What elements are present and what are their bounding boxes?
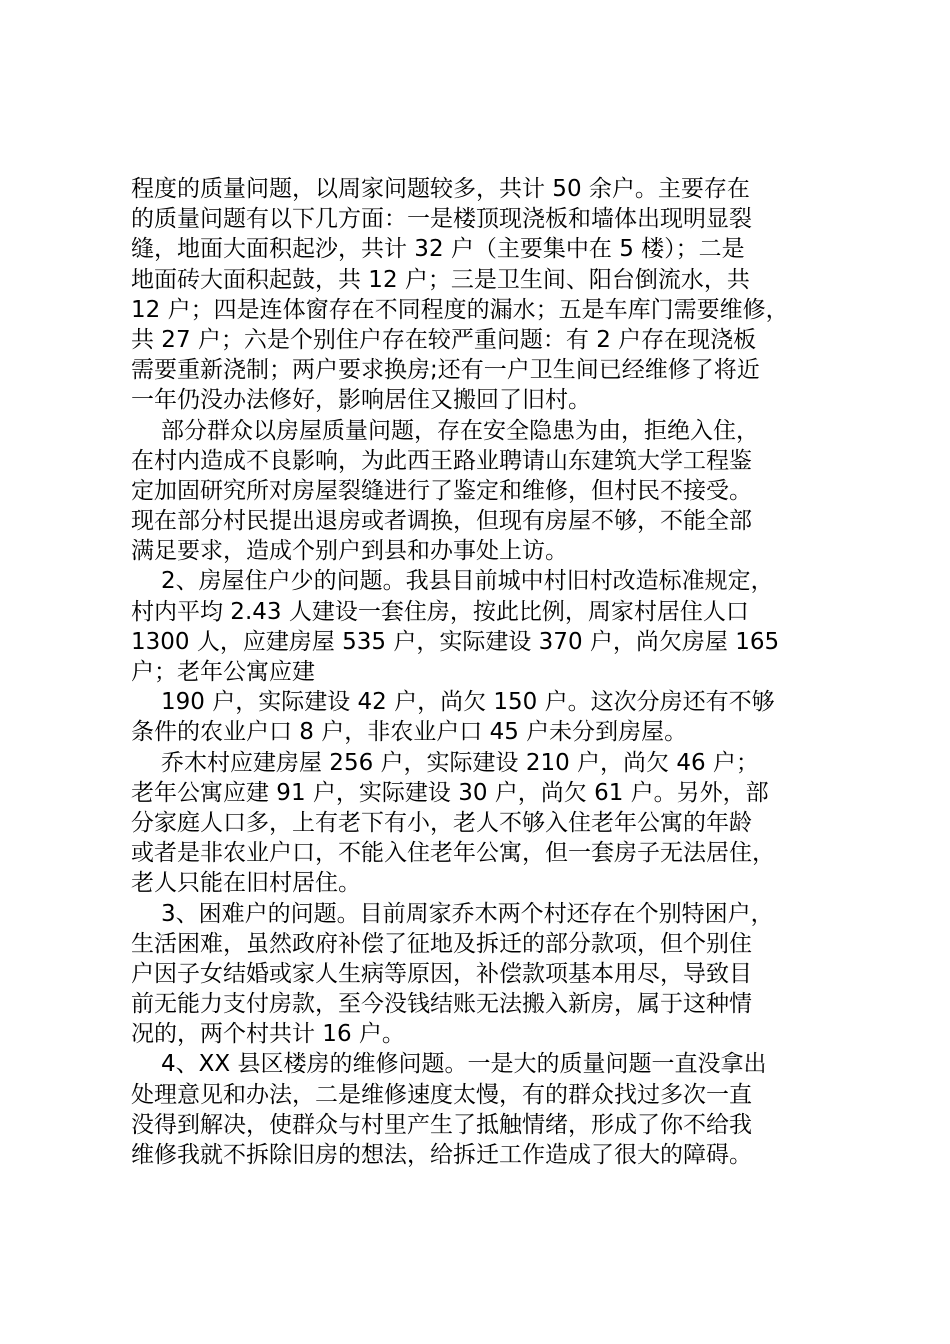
text-line: 程度的质量问题，以周家问题较多，共计 50 余户。主要存在: [131, 176, 750, 202]
text-line: 共 27 户；六是个别住户存在较严重问题：有 2 户存在现浇板: [131, 326, 757, 353]
text-line: 缝，地面大面积起沙，共计 32 户（主要集中在 5 楼）；二是: [131, 236, 745, 263]
text-line: 定加固研究所对房屋裂缝进行了鉴定和维修，但村民不接受。: [131, 477, 752, 504]
text-line: 维修我就不拆除旧房的想法，给拆迁工作造成了很大的障碍。: [131, 1142, 752, 1168]
text-line: 没得到解决，使群众与村里产生了抵触情绪，形成了你不给我: [131, 1111, 752, 1138]
body-text: [131, 174, 851, 1170]
text-line: 前无能力支付房款，至今没钱结账无法搬入新房，属于这种情: [131, 991, 752, 1018]
text-line: 条件的农业户口 8 户，非农业户口 45 户未分到房屋。: [131, 719, 688, 746]
text-line: 1300 人，应建房屋 535 户，实际建设 370 户，尚欠房屋 165: [131, 628, 780, 655]
text-line: 地面砖大面积起鼓，共 12 户；三是卫生间、阳台倒流水，共: [131, 266, 750, 293]
text-line: 3、困难户的问题。目前周家乔木两个村还存在个别特困户，: [161, 900, 774, 927]
text-line: 一年仍没办法修好，影响居住又搬回了旧村。: [131, 387, 591, 414]
text-line: 乔木村应建房屋 256 户，实际建设 210 户，尚欠 46 户；: [161, 749, 759, 776]
text-line: 190 户，实际建设 42 户，尚欠 150 户。这次分房还有不够: [161, 689, 775, 716]
text-line: 4、XX 县区楼房的维修问题。一是大的质量问题一直没拿出: [161, 1051, 767, 1078]
text-line: 户；老年公寓应建: [131, 659, 315, 685]
text-line: 处理意见和办法，二是维修速度太慢，有的群众找过多次一直: [131, 1081, 752, 1108]
text-line: 或者是非农业户口，不能入住老年公寓，但一套房子无法居住，: [131, 840, 775, 867]
text-line: 老人只能在旧村居住。: [131, 870, 361, 897]
text-line: 村内平均 2.43 人建设一套住房，按此比例，周家村居住人口: [131, 598, 749, 625]
text-line: 满足要求，造成个别户到县和办事处上访。: [131, 538, 568, 565]
text-line: 需要重新浇制；两户要求换房;还有一户卫生间已经维修了将近: [131, 357, 760, 384]
text-line: 户因子女结婚或家人生病等原因，补偿款项基本用尽，导致目: [131, 960, 752, 987]
text-line: 现在部分村民提出退房或者调换，但现有房屋不够，不能全部: [131, 508, 752, 535]
text-line: 老年公寓应建 91 户，实际建设 30 户，尚欠 61 户。另外，部: [131, 779, 769, 806]
text-line: 部分群众以房屋质量问题，存在安全隐患为由，拒绝入住，: [161, 417, 759, 444]
text-line: 生活困难，虽然政府补偿了征地及拆迁的部分款项，但个别住: [131, 930, 752, 957]
text-line: 分家庭人口多，上有老下有小，老人不够入住老年公寓的年龄: [131, 809, 752, 836]
text-line: 在村内造成不良影响，为此西王路业聘请山东建筑大学工程鉴: [131, 447, 752, 474]
text-line: 2、房屋住户少的问题。我县目前城中村旧村改造标准规定，: [161, 568, 774, 595]
text-line: 况的，两个村共计 16 户。: [131, 1021, 405, 1048]
text-line: 的质量问题有以下几方面：一是楼顶现浇板和墙体出现明显裂: [131, 206, 752, 233]
text-line: 12 户；四是连体窗存在不同程度的漏水；五是车库门需要维修，: [131, 296, 789, 323]
